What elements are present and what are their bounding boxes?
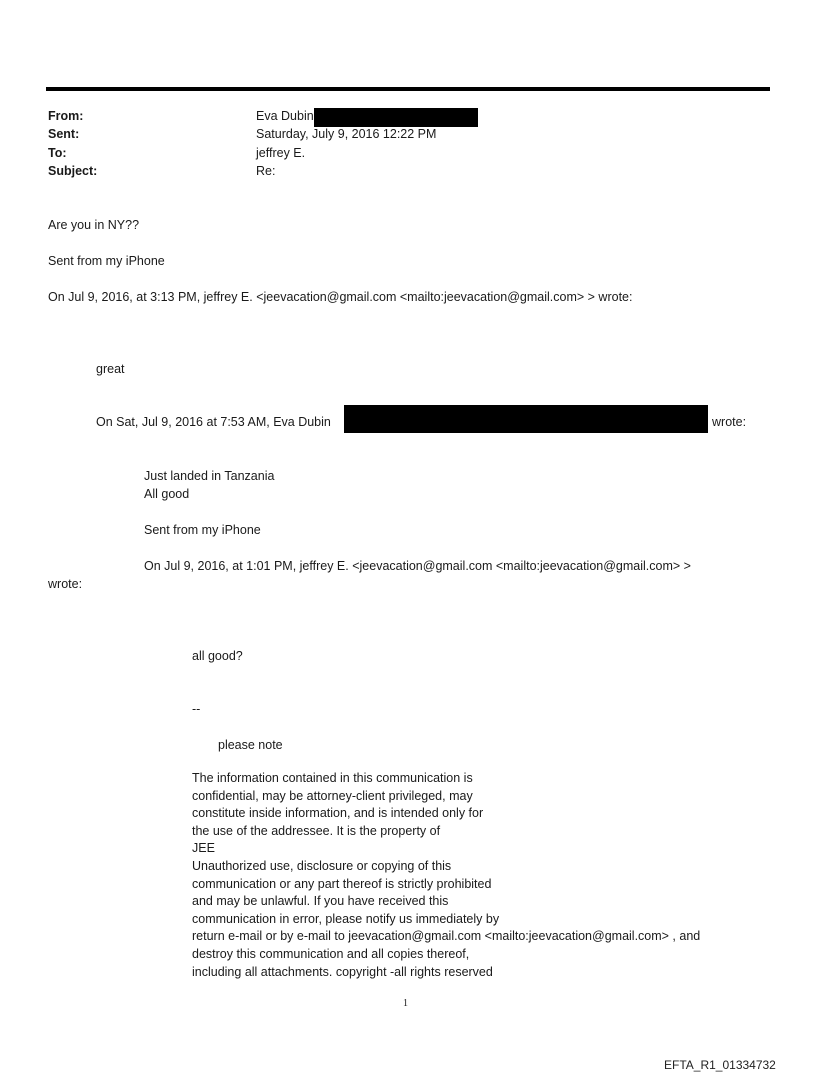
bates-number: EFTA_R1_01334732 <box>664 1058 776 1072</box>
disclaimer-line: including all attachments. copyright -all rights reserved <box>192 964 493 979</box>
quote1-header: On Jul 9, 2016, at 3:13 PM, jeffrey E. <jeevacation@gmail.com <mailto:jeevacation@gmail.com> > wrote: <box>48 290 633 304</box>
body-line-1: Are you in NY?? <box>48 218 140 232</box>
disclaimer-line: return e-mail or by e-mail to jeevacation@gmail.com <mailto:jeevacation@gmail.com> , and <box>192 929 701 944</box>
body-line-2: Sent from my iPhone <box>48 254 165 268</box>
disclaimer-line: destroy this communication and all copies thereof, <box>192 946 470 961</box>
subject-label: Subject: <box>48 164 98 178</box>
from-value: Eva Dubin <box>256 109 314 123</box>
quote2-header-start: On Sat, Jul 9, 2016 at 7:53 AM, Eva Dubin <box>96 415 331 429</box>
header-rule <box>46 87 770 91</box>
subject-value: Re: <box>256 164 276 178</box>
disclaimer-line: and may be unlawful. If you have received this <box>192 894 449 909</box>
quote3-text: all good? <box>192 649 243 663</box>
quote2-header-end: wrote: <box>712 415 747 429</box>
to-label: To: <box>48 146 67 160</box>
quote2-line-2: All good <box>144 487 190 501</box>
sent-label: Sent: <box>48 127 80 141</box>
signature-separator: -- <box>192 702 201 716</box>
disclaimer-line: communication in error, please notify us immediately by <box>192 911 500 926</box>
from-label: From: <box>48 109 84 123</box>
disclaimer-line: the use of the addressee. It is the property of <box>192 823 441 838</box>
to-value: jeffrey E. <box>256 146 306 160</box>
sent-value: Saturday, July 9, 2016 12:22 PM <box>256 127 437 141</box>
quote3-header: On Jul 9, 2016, at 1:01 PM, jeffrey E. <jeevacation@gmail.com <mailto:jeevacation@gmail.com> > <box>144 559 691 573</box>
redaction-box <box>314 108 478 127</box>
quote2-line-3: Sent from my iPhone <box>144 523 261 537</box>
please-note: please note <box>218 738 283 752</box>
disclaimer-line: Unauthorized use, disclosure or copying of this <box>192 858 452 873</box>
quote3-header-wrap: wrote: <box>48 577 83 591</box>
disclaimer-line: The information contained in this communication is <box>192 771 473 785</box>
disclaimer-block <box>192 770 762 981</box>
disclaimer-line: constitute inside information, and is intended only for <box>192 806 484 821</box>
disclaimer-line: confidential, may be attorney-client privileged, may <box>192 788 473 803</box>
quote2-line-1: Just landed in Tanzania <box>144 469 275 483</box>
disclaimer-line: JEE <box>192 841 215 856</box>
disclaimer-line: communication or any part thereof is strictly prohibited <box>192 876 492 891</box>
quote1-text: great <box>96 362 125 376</box>
redaction-box <box>344 405 708 433</box>
page-number: 1 <box>403 998 408 1009</box>
